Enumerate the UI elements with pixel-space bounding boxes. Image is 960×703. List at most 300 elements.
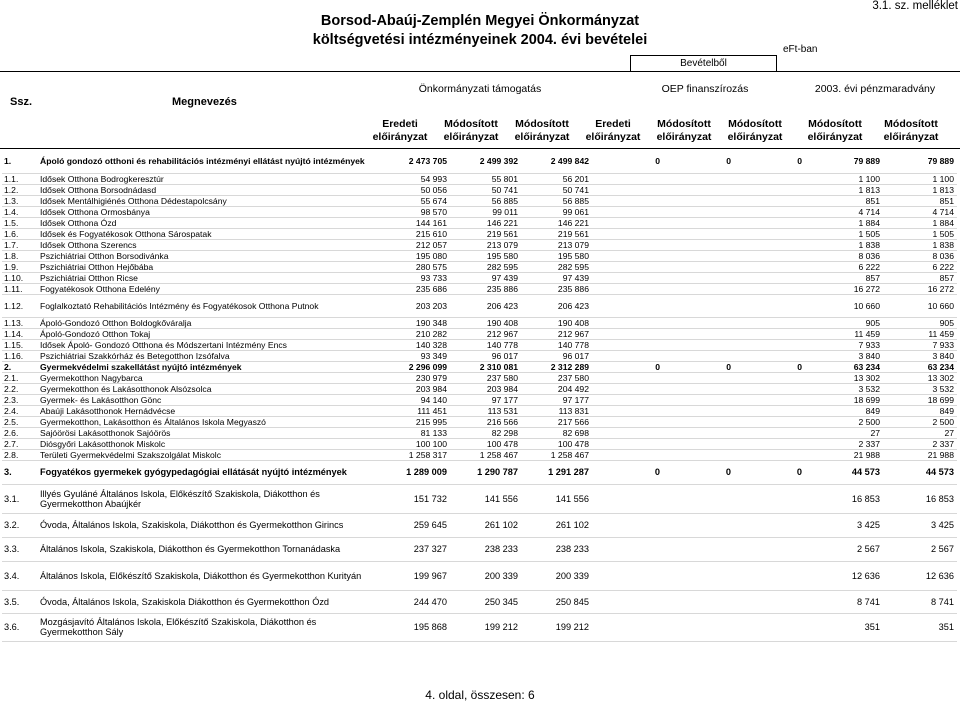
table-row: [2, 317, 957, 328]
table-row: [2, 394, 957, 405]
row-number: 1.11.: [2, 283, 38, 294]
row-value: [592, 239, 663, 250]
row-value: 96 017: [521, 350, 592, 361]
row-value: 212 967: [450, 328, 521, 339]
row-number: 1.2.: [2, 184, 38, 195]
table-row: [2, 294, 957, 317]
row-name: Általános Iskola, Szakiskola, Diákotthon és Gyermekotthon Tornanádaska: [38, 537, 378, 561]
row-value: [592, 294, 663, 317]
row-value: [734, 250, 805, 261]
col-header: Módosított előirányzat: [807, 118, 863, 143]
table-row: [2, 361, 957, 372]
row-value: 16 272: [805, 283, 883, 294]
row-value: [663, 449, 734, 460]
row-value: [734, 484, 805, 513]
row-value: 99 011: [450, 206, 521, 217]
row-value: 97 439: [450, 272, 521, 283]
table-row: [2, 416, 957, 427]
row-number: 2.2.: [2, 383, 38, 394]
row-value: 203 984: [450, 383, 521, 394]
row-number: 2.7.: [2, 438, 38, 449]
row-value: [663, 339, 734, 350]
col-header: Módosított előirányzat: [883, 118, 939, 143]
row-value: 2 312 289: [521, 361, 592, 372]
table-row: [2, 350, 957, 361]
row-value: 0: [734, 361, 805, 372]
row-value: [734, 239, 805, 250]
col-header: Eredeti előirányzat: [372, 118, 428, 143]
table-row: [2, 339, 957, 350]
row-number: 2.1.: [2, 372, 38, 383]
row-value: [592, 228, 663, 239]
row-value: 200 339: [450, 561, 521, 590]
table-row: [2, 328, 957, 339]
row-value: 50 741: [450, 184, 521, 195]
table-row: [2, 613, 957, 641]
row-value: 140 778: [521, 339, 592, 350]
row-value: 1 884: [805, 217, 883, 228]
row-value: 79 889: [805, 150, 883, 173]
row-value: 94 140: [378, 394, 450, 405]
row-value: [663, 317, 734, 328]
row-value: 1 258 317: [378, 449, 450, 460]
row-value: [663, 239, 734, 250]
row-name: Óvoda, Általános Iskola, Szakiskola, Diákotthon és Gyermekotthon Girincs: [38, 513, 378, 537]
row-value: 1 289 009: [378, 460, 450, 484]
row-value: 10 660: [883, 294, 957, 317]
row-value: [663, 438, 734, 449]
row-name: Idősek Otthona Bodrogkeresztúr: [38, 173, 378, 184]
row-value: [592, 590, 663, 613]
row-value: [592, 438, 663, 449]
row-value: [734, 427, 805, 438]
annex-label: 3.1. sz. melléklet: [872, 0, 958, 12]
row-value: 905: [883, 317, 957, 328]
row-value: [663, 184, 734, 195]
row-value: 1 505: [805, 228, 883, 239]
row-value: 235 886: [521, 283, 592, 294]
row-value: 12 636: [805, 561, 883, 590]
table-row: [2, 261, 957, 272]
table-row: [2, 217, 957, 228]
row-value: 1 258 467: [521, 449, 592, 460]
row-value: 851: [805, 195, 883, 206]
row-value: [663, 484, 734, 513]
row-value: [734, 328, 805, 339]
table-row: [2, 283, 957, 294]
table-row: [2, 250, 957, 261]
row-value: 55 801: [450, 173, 521, 184]
row-value: 7 933: [883, 339, 957, 350]
row-value: [663, 250, 734, 261]
row-number: 1.14.: [2, 328, 38, 339]
row-value: [663, 217, 734, 228]
row-value: 8 741: [805, 590, 883, 613]
row-value: 6 222: [805, 261, 883, 272]
row-value: [734, 438, 805, 449]
row-name: Ápoló-Gondozó Otthon Boldogkőváralja: [38, 317, 378, 328]
row-value: [734, 590, 805, 613]
table-row: [2, 561, 957, 590]
row-value: [734, 283, 805, 294]
row-value: 111 451: [378, 405, 450, 416]
row-value: [592, 537, 663, 561]
table-row: [2, 405, 957, 416]
row-value: 1 505: [883, 228, 957, 239]
row-value: [663, 405, 734, 416]
row-value: 237 327: [378, 537, 450, 561]
row-value: 213 079: [450, 239, 521, 250]
row-value: 219 561: [521, 228, 592, 239]
row-value: 146 221: [450, 217, 521, 228]
row-value: 13 302: [805, 372, 883, 383]
row-value: 113 831: [521, 405, 592, 416]
row-value: 141 556: [450, 484, 521, 513]
row-number: 2.3.: [2, 394, 38, 405]
row-number: 3.5.: [2, 590, 38, 613]
row-value: 63 234: [883, 361, 957, 372]
table-row: [2, 590, 957, 613]
row-value: [592, 317, 663, 328]
row-value: 79 889: [883, 150, 957, 173]
row-value: [734, 513, 805, 537]
row-value: 1 100: [883, 173, 957, 184]
row-value: [663, 195, 734, 206]
row-number: 2.5.: [2, 416, 38, 427]
row-value: 2 567: [805, 537, 883, 561]
row-value: 1 884: [883, 217, 957, 228]
row-name: Idősek Mentálhigiénés Otthona Dédestapolcsány: [38, 195, 378, 206]
row-value: 204 492: [521, 383, 592, 394]
table-row: [2, 484, 957, 513]
row-value: 1 291 287: [521, 460, 592, 484]
row-name: Idősek Otthona Ormosbánya: [38, 206, 378, 217]
group-gov-header: Önkormányzati támogatás: [418, 83, 542, 95]
row-value: [663, 537, 734, 561]
row-value: [592, 283, 663, 294]
row-value: [592, 513, 663, 537]
row-value: 56 201: [521, 173, 592, 184]
row-value: [734, 294, 805, 317]
row-value: [663, 590, 734, 613]
row-value: 1 290 787: [450, 460, 521, 484]
row-value: [734, 173, 805, 184]
row-value: 213 079: [521, 239, 592, 250]
row-value: 11 459: [805, 328, 883, 339]
row-value: [663, 272, 734, 283]
row-value: 857: [805, 272, 883, 283]
row-value: [592, 372, 663, 383]
row-value: [592, 350, 663, 361]
row-value: [592, 484, 663, 513]
row-value: 3 425: [805, 513, 883, 537]
row-value: 195 868: [378, 613, 450, 641]
row-value: 0: [592, 150, 663, 173]
row-value: [592, 250, 663, 261]
row-value: [592, 217, 663, 228]
row-value: [734, 317, 805, 328]
row-value: [734, 561, 805, 590]
row-name: Mozgásjavító Általános Iskola, Előkészítő Szakiskola, Diákotthon és Gyermekotthon Sály: [38, 613, 378, 641]
row-value: 100 100: [378, 438, 450, 449]
row-value: 237 580: [450, 372, 521, 383]
row-value: 13 302: [883, 372, 957, 383]
group-remainder-header: 2003. évi pénzmaradvány: [814, 83, 936, 95]
row-value: 2 296 099: [378, 361, 450, 372]
row-name: Ápoló-Gondozó Otthon Tokaj: [38, 328, 378, 339]
row-name: Gyermekvédelmi szakellátást nyújtó intézmények: [38, 361, 378, 372]
row-value: 1 838: [805, 239, 883, 250]
row-value: 0: [592, 361, 663, 372]
row-name: Diósgyőri Lakásotthonok Miskolc: [38, 438, 378, 449]
table-row: [2, 383, 957, 394]
row-number: 2.: [2, 361, 38, 372]
row-name: Pszichiátriai Szakkórház és Betegotthon Izsófalva: [38, 350, 378, 361]
table-row: [2, 438, 957, 449]
row-value: 905: [805, 317, 883, 328]
row-value: 21 988: [883, 449, 957, 460]
row-value: 97 177: [521, 394, 592, 405]
row-value: [734, 228, 805, 239]
row-value: 63 234: [805, 361, 883, 372]
ssz-header: Ssz.: [10, 96, 33, 108]
row-number: 1.15.: [2, 339, 38, 350]
row-value: 216 566: [450, 416, 521, 427]
row-value: [734, 416, 805, 427]
row-value: [592, 328, 663, 339]
row-value: 259 645: [378, 513, 450, 537]
row-number: 1.6.: [2, 228, 38, 239]
row-value: 11 459: [883, 328, 957, 339]
row-value: 351: [805, 613, 883, 641]
row-value: 261 102: [450, 513, 521, 537]
row-value: [592, 383, 663, 394]
row-number: 1.5.: [2, 217, 38, 228]
row-value: [734, 261, 805, 272]
row-value: 282 595: [450, 261, 521, 272]
row-value: 151 732: [378, 484, 450, 513]
row-name: Illyés Gyuláné Általános Iskola, Előkészítő Szakiskola, Diákotthon és Gyermekotthon Abaújkér: [38, 484, 378, 513]
row-name: Abaúji Lakásotthonok Hernádvécse: [38, 405, 378, 416]
row-number: 3.3.: [2, 537, 38, 561]
row-value: 282 595: [521, 261, 592, 272]
col-header: Módosított előirányzat: [443, 118, 499, 143]
row-value: 1 100: [805, 173, 883, 184]
row-value: 27: [805, 427, 883, 438]
row-value: 50 741: [521, 184, 592, 195]
row-value: 200 339: [521, 561, 592, 590]
row-value: [663, 427, 734, 438]
row-value: 1 813: [805, 184, 883, 195]
table-row: [2, 460, 957, 484]
row-value: [734, 206, 805, 217]
row-value: 0: [734, 460, 805, 484]
row-name: Gyermekotthon és Lakásotthonok Alsózsolca: [38, 383, 378, 394]
row-value: [663, 261, 734, 272]
row-value: 3 425: [883, 513, 957, 537]
row-value: 141 556: [521, 484, 592, 513]
row-value: 195 580: [521, 250, 592, 261]
row-name: Foglalkoztató Rehabilitációs Intézmény és Fogyatékosok Otthona Putnok: [38, 294, 378, 317]
row-value: 2 500: [805, 416, 883, 427]
row-number: 1.8.: [2, 250, 38, 261]
row-value: [663, 394, 734, 405]
page-subtitle: költségvetési intézményeinek 2004. évi bevételei: [312, 32, 648, 48]
row-value: [663, 283, 734, 294]
col-header: Módosított előirányzat: [727, 118, 783, 143]
row-value: 82 298: [450, 427, 521, 438]
row-name: Pszichiátriai Otthon Ricse: [38, 272, 378, 283]
row-value: 96 017: [450, 350, 521, 361]
row-number: 3.6.: [2, 613, 38, 641]
col-header: Eredeti előirányzat: [585, 118, 641, 143]
row-value: 99 061: [521, 206, 592, 217]
row-value: [734, 184, 805, 195]
row-value: [734, 372, 805, 383]
row-value: 140 328: [378, 339, 450, 350]
row-value: 2 499 842: [521, 150, 592, 173]
row-value: [592, 449, 663, 460]
row-value: 3 840: [883, 350, 957, 361]
unit-label: eFt-ban: [783, 44, 818, 55]
row-value: 6 222: [883, 261, 957, 272]
row-value: [663, 206, 734, 217]
row-value: 55 674: [378, 195, 450, 206]
row-value: 3 532: [805, 383, 883, 394]
row-value: 100 478: [521, 438, 592, 449]
row-name: Fogyatékos gyermekek gyógypedagógiai ellátását nyújtó intézmények: [38, 460, 378, 484]
row-name: Pszichiátriai Otthon Hejőbába: [38, 261, 378, 272]
table-row: [2, 513, 957, 537]
table-row: [2, 206, 957, 217]
row-value: 0: [592, 460, 663, 484]
table-row: [2, 173, 957, 184]
row-value: [663, 228, 734, 239]
row-value: 21 988: [805, 449, 883, 460]
row-value: 849: [883, 405, 957, 416]
col-header: Módosított előirányzat: [514, 118, 570, 143]
row-name: Gyermek- és Lakásotthon Gönc: [38, 394, 378, 405]
row-name: Idősek és Fogyatékosok Otthona Sárospatak: [38, 228, 378, 239]
row-number: 3.4.: [2, 561, 38, 590]
row-value: 280 575: [378, 261, 450, 272]
row-value: [592, 206, 663, 217]
group-oep-header: OEP finanszírozás: [661, 83, 749, 95]
row-value: 18 699: [883, 394, 957, 405]
row-value: 0: [734, 150, 805, 173]
row-value: [663, 613, 734, 641]
row-value: [663, 561, 734, 590]
row-value: [592, 261, 663, 272]
row-number: 3.2.: [2, 513, 38, 537]
row-value: 93 349: [378, 350, 450, 361]
row-value: 4 714: [883, 206, 957, 217]
table-row: [2, 427, 957, 438]
row-value: 217 566: [521, 416, 592, 427]
table-row: [2, 449, 957, 460]
row-value: [592, 173, 663, 184]
row-value: [592, 561, 663, 590]
row-value: 82 698: [521, 427, 592, 438]
row-value: 261 102: [521, 513, 592, 537]
table-row: [2, 150, 957, 173]
table-row: [2, 272, 957, 283]
row-value: [663, 328, 734, 339]
row-value: [663, 513, 734, 537]
row-value: [663, 372, 734, 383]
row-value: 230 979: [378, 372, 450, 383]
row-value: 2 310 081: [450, 361, 521, 372]
row-value: 849: [805, 405, 883, 416]
row-value: 250 845: [521, 590, 592, 613]
row-value: 244 470: [378, 590, 450, 613]
row-value: 212 967: [521, 328, 592, 339]
row-value: 195 080: [378, 250, 450, 261]
row-value: 206 423: [521, 294, 592, 317]
row-number: 3.: [2, 460, 38, 484]
row-value: 0: [663, 361, 734, 372]
row-value: 857: [883, 272, 957, 283]
row-value: 237 580: [521, 372, 592, 383]
row-value: 140 778: [450, 339, 521, 350]
row-value: [592, 184, 663, 195]
row-number: 2.8.: [2, 449, 38, 460]
row-name: Idősek Otthona Ózd: [38, 217, 378, 228]
row-value: [592, 416, 663, 427]
row-value: [734, 339, 805, 350]
row-value: 56 885: [450, 195, 521, 206]
row-value: [663, 383, 734, 394]
row-value: [592, 195, 663, 206]
row-value: 56 885: [521, 195, 592, 206]
row-value: [734, 537, 805, 561]
row-value: 113 531: [450, 405, 521, 416]
row-value: 16 853: [883, 484, 957, 513]
row-value: 8 036: [883, 250, 957, 261]
row-value: 190 348: [378, 317, 450, 328]
row-number: 3.1.: [2, 484, 38, 513]
row-value: 203 203: [378, 294, 450, 317]
row-value: [592, 613, 663, 641]
row-number: 1.4.: [2, 206, 38, 217]
row-value: 851: [883, 195, 957, 206]
row-number: 1.10.: [2, 272, 38, 283]
row-value: 2 499 392: [450, 150, 521, 173]
row-value: 190 408: [521, 317, 592, 328]
row-value: [734, 383, 805, 394]
row-value: 238 233: [521, 537, 592, 561]
row-value: 98 570: [378, 206, 450, 217]
row-value: 18 699: [805, 394, 883, 405]
header-bottom-rule: [0, 148, 960, 149]
page-footer: 4. oldal, összesen: 6: [425, 688, 535, 702]
row-value: 215 610: [378, 228, 450, 239]
row-value: 203 984: [378, 383, 450, 394]
row-name: Pszichiátriai Otthon Borsodivánka: [38, 250, 378, 261]
row-name: Idősek Otthona Borsodnádasd: [38, 184, 378, 195]
row-name: Területi Gyermekvédelmi Szakszolgálat Miskolc: [38, 449, 378, 460]
row-value: 235 686: [378, 283, 450, 294]
row-value: 81 133: [378, 427, 450, 438]
row-value: 54 993: [378, 173, 450, 184]
row-number: 1.12.: [2, 294, 38, 317]
row-value: [734, 272, 805, 283]
row-number: 1.: [2, 150, 38, 173]
row-value: [592, 394, 663, 405]
row-value: [663, 416, 734, 427]
row-name: Gyermekotthon, Lakásotthon és Általános Iskola Megyaszó: [38, 416, 378, 427]
row-value: [734, 613, 805, 641]
